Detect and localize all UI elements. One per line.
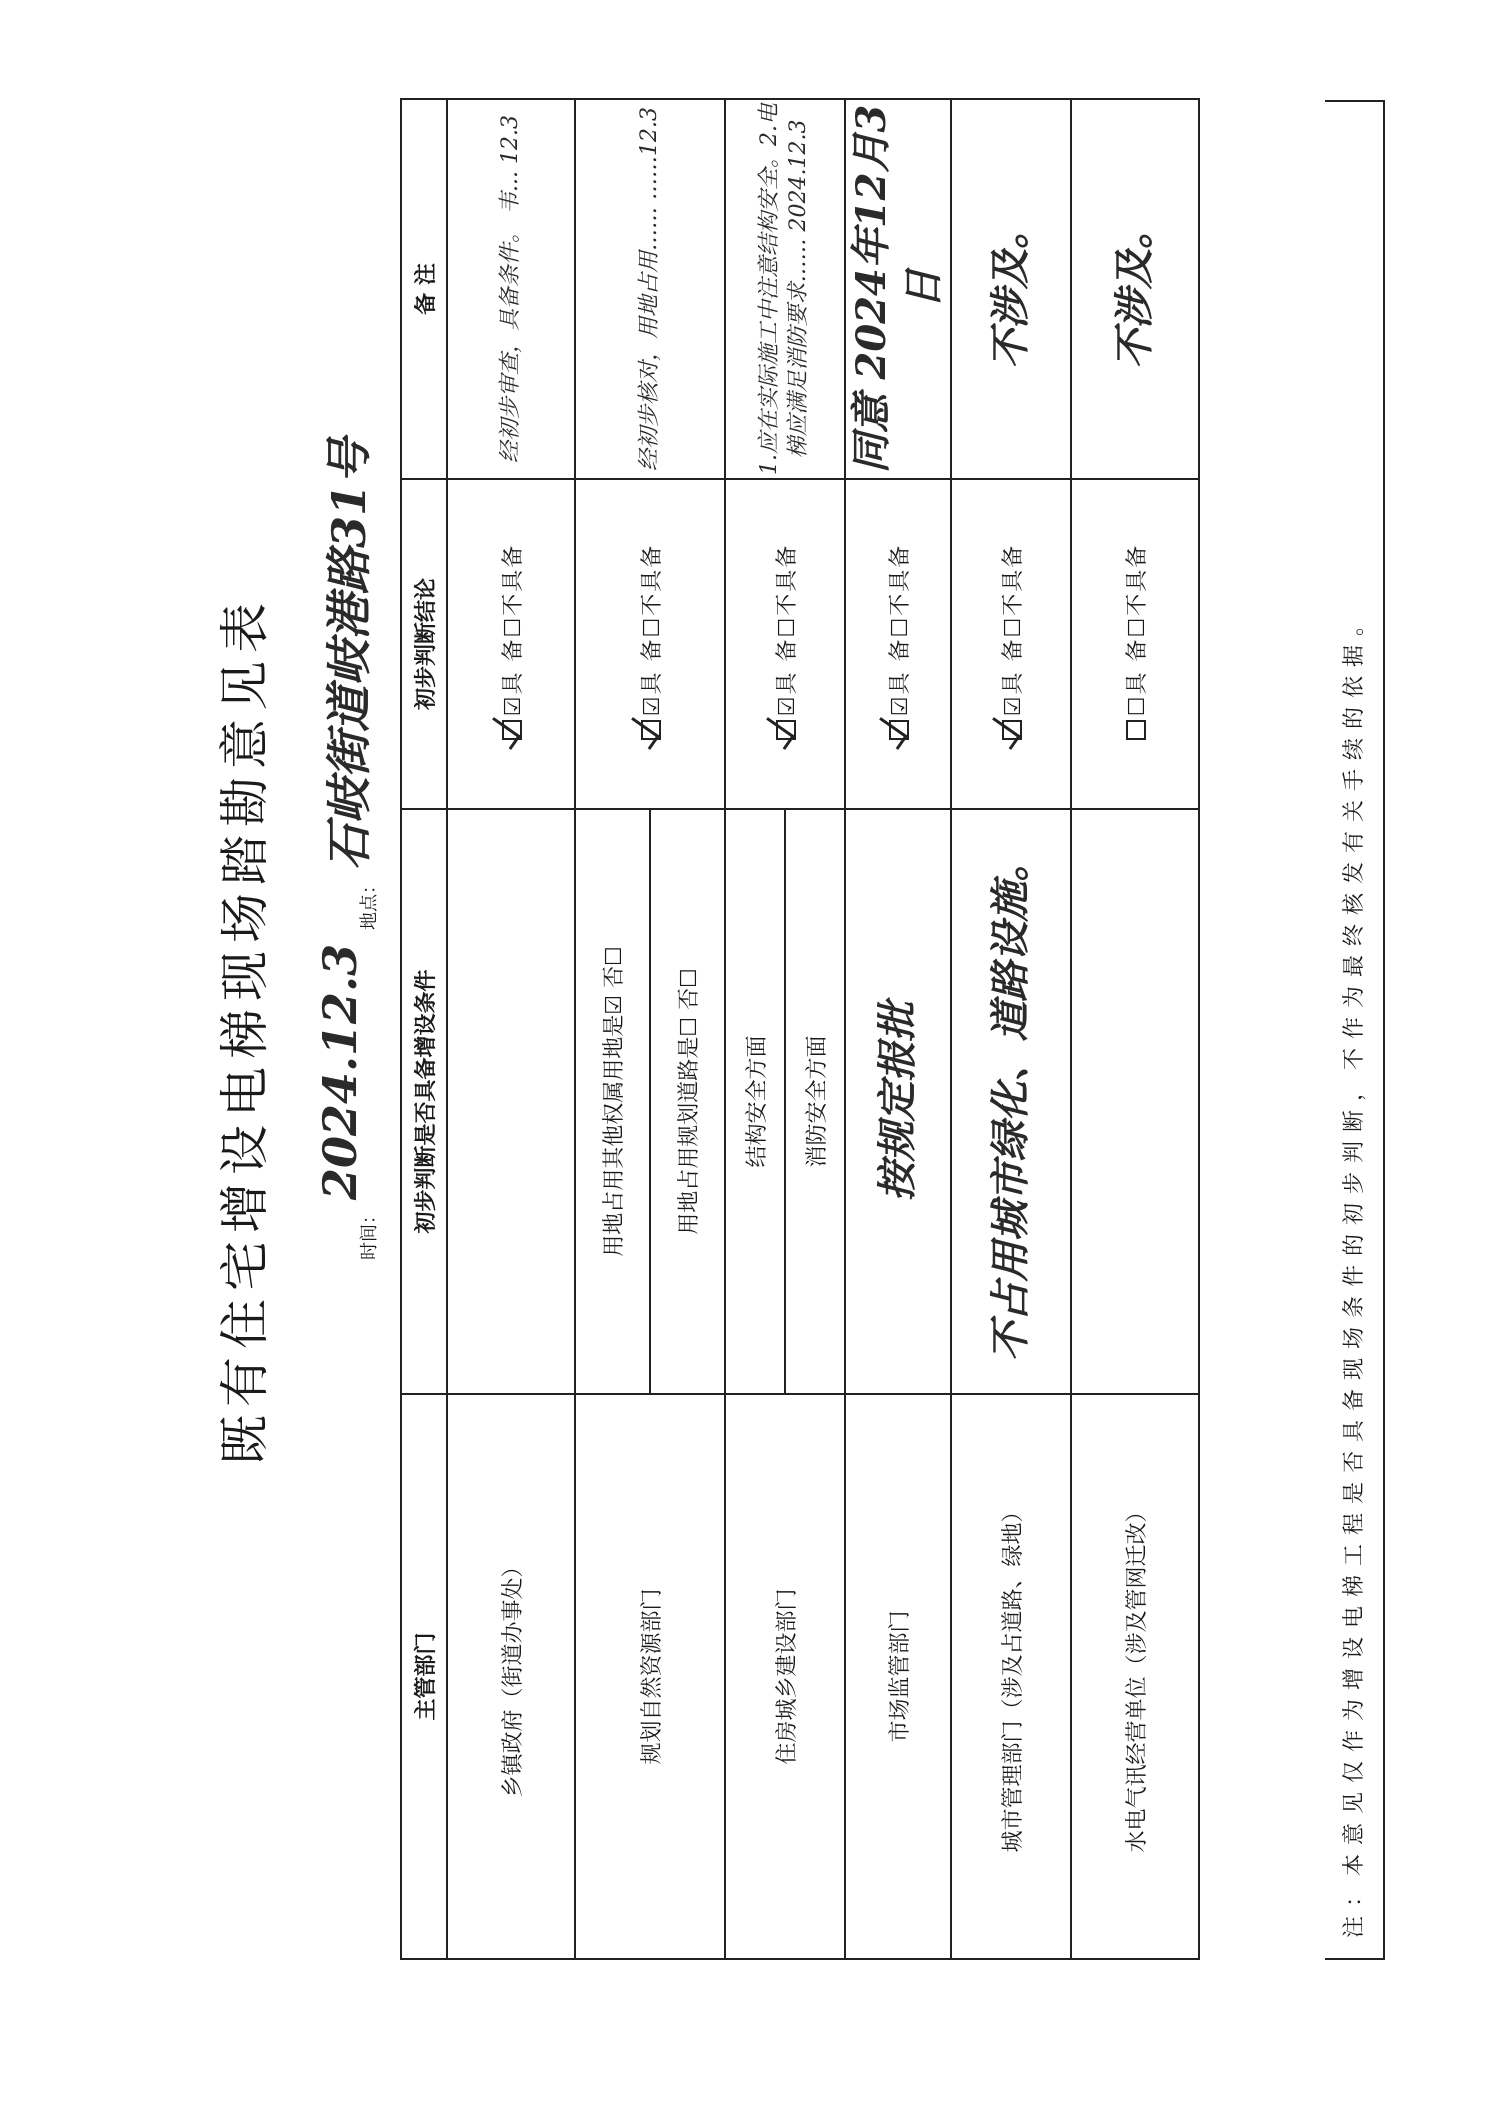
rotated-form: [205, 100, 1415, 1960]
dept-cell: 住房城乡建设部门: [725, 1394, 845, 1959]
dept-cell: 城市管理部门（涉及占道路、绿地）: [951, 1394, 1071, 1959]
result-cell: [951, 479, 1071, 809]
condition-subtable: [576, 810, 724, 1393]
table-row: [575, 99, 725, 1959]
meta-line: [313, 260, 393, 1260]
header-note: 备 注: [401, 99, 447, 479]
note-cell: 经初步审查，具备条件。 韦... 12.3: [447, 99, 575, 479]
result-cell: [575, 479, 725, 809]
condition-item: 结构安全方面: [726, 810, 785, 1393]
condition-cell: [725, 809, 845, 1394]
condition-cell: 不占用城市绿化、道路设施。: [951, 809, 1071, 1394]
header-row: [401, 99, 447, 1959]
dept-cell: 水电气讯经营单位（涉及管网迁改）: [1071, 1394, 1199, 1959]
header-result: 初步判断结论: [401, 479, 447, 809]
condition-item: 消防安全方面: [804, 1035, 830, 1168]
condition-cell: [575, 809, 725, 1394]
result-cell: [447, 479, 575, 809]
condition-item: 用地占用规划道路是☐ 否☐: [677, 968, 702, 1235]
result-cell: [1071, 479, 1199, 809]
note-cell: 1.应在实际施工中注意结构安全。2.电梯应满足消防要求…… 2024.12.3: [725, 99, 845, 479]
place-value: 石岐街道岐港路31号: [322, 437, 376, 870]
condition-cell: [447, 809, 575, 1394]
checkbox-checked-icon: [889, 720, 909, 740]
time-value: 2024.12.3: [313, 943, 367, 1200]
checkbox-checked-icon: [641, 720, 661, 740]
header-dept: 主管部门: [401, 1394, 447, 1959]
result-text: ☑具 备☐不具备: [500, 543, 526, 717]
condition-item: 用地占用其他权属用地是☑ 否☐: [576, 810, 650, 1393]
table-row: [951, 99, 1071, 1959]
result-cell: [845, 479, 951, 809]
result-text: ☑具 备☐不具备: [887, 543, 913, 717]
dept-cell: 市场监管部门: [845, 1394, 951, 1959]
table-row: [447, 99, 575, 1959]
table-row: [1071, 99, 1199, 1959]
condition-cell: 按规定报批: [845, 809, 951, 1394]
result-text: ☑具 备☐不具备: [774, 543, 800, 717]
result-cell: [725, 479, 845, 809]
time-label: 时间：: [359, 1206, 380, 1260]
condition-subtable: [726, 810, 844, 1393]
place-label: 地点：: [359, 876, 380, 930]
checkbox-empty-icon: [1126, 720, 1146, 740]
header-condition: 初步判断是否具备增设条件: [401, 809, 447, 1394]
note-cell: 不涉及。: [951, 99, 1071, 479]
dept-cell: 规划自然资源部门: [575, 1394, 725, 1959]
result-text: ☐具 备☐不具备: [1124, 543, 1150, 717]
checkbox-checked-icon: [776, 720, 796, 740]
checkbox-checked-icon: [1002, 720, 1022, 740]
result-text: ☑具 备☐不具备: [639, 543, 665, 717]
footnote: 注：本意见仅作为增设电梯工程是否具备现场条件的初步判断，不作为最终核发有关手续的依据。: [1325, 100, 1385, 1960]
result-text: ☑具 备☐不具备: [1000, 543, 1026, 717]
checkbox-checked-icon: [502, 720, 522, 740]
condition-cell: [1071, 809, 1199, 1394]
survey-table: [400, 98, 1200, 1960]
form-title: 既有住宅增设电梯现场踏勘意见表: [216, 595, 274, 1465]
note-cell: 经初步核对，用地占用…… ……12.3: [575, 99, 725, 479]
dept-cell: 乡镇政府（街道办事处）: [447, 1394, 575, 1959]
table-row: [725, 99, 845, 1959]
note-cell: 同意 2024年12月3日: [845, 99, 951, 479]
table-row: [845, 99, 951, 1959]
note-cell: 不涉及。: [1071, 99, 1199, 479]
